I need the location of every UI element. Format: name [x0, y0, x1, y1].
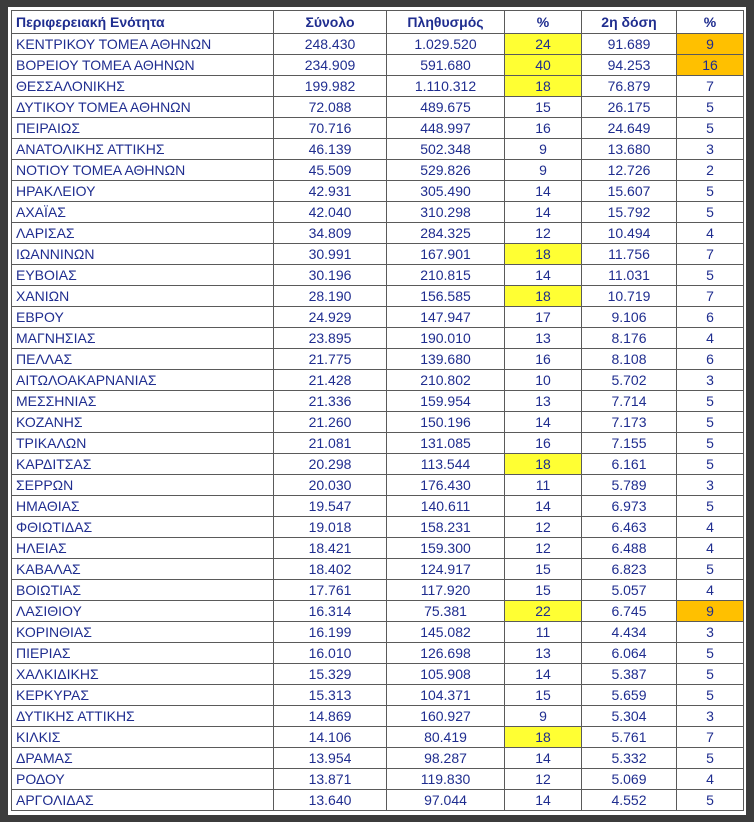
cell-region: ΔΥΤΙΚΗΣ ΑΤΤΙΚΗΣ — [12, 706, 274, 727]
cell-region: ΤΡΙΚΑΛΩΝ — [12, 433, 274, 454]
cell-second-dose: 6.161 — [582, 454, 677, 475]
cell-percent-second: 5 — [677, 454, 744, 475]
cell-second-dose: 8.108 — [582, 349, 677, 370]
cell-second-dose: 26.175 — [582, 97, 677, 118]
cell-population: 190.010 — [387, 328, 505, 349]
cell-percent: 15 — [505, 685, 582, 706]
cell-population: 98.287 — [387, 748, 505, 769]
cell-population: 80.419 — [387, 727, 505, 748]
cell-total: 16.199 — [274, 622, 387, 643]
table-row — [12, 97, 744, 118]
cell-region: ΚΕΡΚΥΡΑΣ — [12, 685, 274, 706]
cell-percent: 18 — [505, 454, 582, 475]
cell-total: 23.895 — [274, 328, 387, 349]
cell-percent-second: 5 — [677, 412, 744, 433]
cell-percent-second: 4 — [677, 223, 744, 244]
header-region: Περιφερειακή Ενότητα — [12, 11, 274, 34]
cell-population: 145.082 — [387, 622, 505, 643]
cell-percent: 14 — [505, 496, 582, 517]
cell-percent-second: 4 — [677, 580, 744, 601]
table-frame — [8, 7, 746, 815]
cell-population: 105.908 — [387, 664, 505, 685]
cell-total: 21.428 — [274, 370, 387, 391]
cell-total: 13.871 — [274, 769, 387, 790]
table-row — [12, 748, 744, 769]
cell-total: 17.761 — [274, 580, 387, 601]
cell-total: 19.547 — [274, 496, 387, 517]
table-row — [12, 433, 744, 454]
cell-second-dose: 76.879 — [582, 76, 677, 97]
table-row — [12, 34, 744, 55]
cell-region: ΗΜΑΘΙΑΣ — [12, 496, 274, 517]
cell-population: 117.920 — [387, 580, 505, 601]
cell-total: 30.991 — [274, 244, 387, 265]
table-row — [12, 559, 744, 580]
cell-second-dose: 4.434 — [582, 622, 677, 643]
cell-region: ΜΕΣΣΗΝΙΑΣ — [12, 391, 274, 412]
cell-percent-second: 4 — [677, 769, 744, 790]
cell-total: 21.081 — [274, 433, 387, 454]
cell-second-dose: 7.714 — [582, 391, 677, 412]
table-row — [12, 790, 744, 811]
cell-second-dose: 6.823 — [582, 559, 677, 580]
cell-population: 139.680 — [387, 349, 505, 370]
cell-region: ΔΥΤΙΚΟΥ ΤΟΜΕΑ ΑΘΗΝΩΝ — [12, 97, 274, 118]
cell-total: 15.329 — [274, 664, 387, 685]
cell-percent-second: 5 — [677, 97, 744, 118]
cell-total: 21.260 — [274, 412, 387, 433]
cell-percent-second: 5 — [677, 559, 744, 580]
cell-total: 13.640 — [274, 790, 387, 811]
table-row — [12, 664, 744, 685]
cell-region: ΚΟΡΙΝΘΙΑΣ — [12, 622, 274, 643]
cell-second-dose: 7.173 — [582, 412, 677, 433]
cell-population: 310.298 — [387, 202, 505, 223]
table-row — [12, 685, 744, 706]
cell-population: 210.802 — [387, 370, 505, 391]
cell-region: ΘΕΣΣΑΛΟΝΙΚΗΣ — [12, 76, 274, 97]
cell-second-dose: 13.680 — [582, 139, 677, 160]
cell-population: 167.901 — [387, 244, 505, 265]
cell-second-dose: 6.973 — [582, 496, 677, 517]
table-row — [12, 601, 744, 622]
table-row — [12, 139, 744, 160]
cell-population: 176.430 — [387, 475, 505, 496]
table-row — [12, 496, 744, 517]
cell-percent-second: 3 — [677, 139, 744, 160]
cell-region: ΙΩΑΝΝΙΝΩΝ — [12, 244, 274, 265]
cell-region: ΛΑΡΙΣΑΣ — [12, 223, 274, 244]
cell-region: ΕΥΒΟΙΑΣ — [12, 265, 274, 286]
cell-population: 124.917 — [387, 559, 505, 580]
cell-percent: 14 — [505, 748, 582, 769]
cell-total: 28.190 — [274, 286, 387, 307]
cell-total: 14.869 — [274, 706, 387, 727]
cell-percent: 11 — [505, 622, 582, 643]
cell-second-dose: 5.761 — [582, 727, 677, 748]
cell-percent-second: 5 — [677, 748, 744, 769]
cell-total: 24.929 — [274, 307, 387, 328]
vaccination-table — [11, 10, 744, 811]
cell-region: ΧΑΛΚΙΔΙΚΗΣ — [12, 664, 274, 685]
cell-second-dose: 5.702 — [582, 370, 677, 391]
table-row — [12, 181, 744, 202]
cell-second-dose: 5.789 — [582, 475, 677, 496]
cell-total: 21.336 — [274, 391, 387, 412]
cell-population: 160.927 — [387, 706, 505, 727]
cell-percent: 11 — [505, 475, 582, 496]
cell-second-dose: 5.659 — [582, 685, 677, 706]
cell-percent-second: 5 — [677, 685, 744, 706]
cell-percent: 22 — [505, 601, 582, 622]
cell-percent: 12 — [505, 769, 582, 790]
cell-population: 1.029.520 — [387, 34, 505, 55]
cell-percent: 18 — [505, 76, 582, 97]
cell-second-dose: 5.304 — [582, 706, 677, 727]
cell-percent-second: 3 — [677, 622, 744, 643]
cell-percent-second: 5 — [677, 181, 744, 202]
table-row — [12, 454, 744, 475]
header-population: Πληθυσμός — [387, 11, 505, 34]
table-row — [12, 370, 744, 391]
table-row — [12, 643, 744, 664]
cell-population: 119.830 — [387, 769, 505, 790]
cell-region: ΧΑΝΙΩΝ — [12, 286, 274, 307]
cell-region: ΔΡΑΜΑΣ — [12, 748, 274, 769]
cell-percent-second: 9 — [677, 601, 744, 622]
cell-population: 448.997 — [387, 118, 505, 139]
table-row — [12, 769, 744, 790]
cell-region: ΗΡΑΚΛΕΙΟΥ — [12, 181, 274, 202]
cell-total: 20.298 — [274, 454, 387, 475]
table-row — [12, 538, 744, 559]
cell-percent: 9 — [505, 706, 582, 727]
cell-population: 158.231 — [387, 517, 505, 538]
table-row — [12, 727, 744, 748]
table-row — [12, 160, 744, 181]
cell-population: 75.381 — [387, 601, 505, 622]
cell-total: 19.018 — [274, 517, 387, 538]
cell-percent: 14 — [505, 202, 582, 223]
cell-total: 20.030 — [274, 475, 387, 496]
cell-percent: 18 — [505, 244, 582, 265]
cell-percent: 14 — [505, 664, 582, 685]
cell-percent-second: 5 — [677, 664, 744, 685]
cell-second-dose: 4.552 — [582, 790, 677, 811]
cell-percent: 13 — [505, 391, 582, 412]
cell-percent: 10 — [505, 370, 582, 391]
cell-percent-second: 16 — [677, 55, 744, 76]
cell-percent: 9 — [505, 139, 582, 160]
table-row — [12, 76, 744, 97]
cell-total: 30.196 — [274, 265, 387, 286]
table-row — [12, 223, 744, 244]
cell-region: ΒΟΙΩΤΙΑΣ — [12, 580, 274, 601]
cell-second-dose: 94.253 — [582, 55, 677, 76]
cell-region: ΒΟΡΕΙΟΥ ΤΟΜΕΑ ΑΘΗΝΩΝ — [12, 55, 274, 76]
cell-percent-second: 5 — [677, 433, 744, 454]
cell-population: 150.196 — [387, 412, 505, 433]
cell-percent: 17 — [505, 307, 582, 328]
table-row — [12, 202, 744, 223]
cell-second-dose: 15.792 — [582, 202, 677, 223]
cell-second-dose: 5.057 — [582, 580, 677, 601]
cell-percent-second: 7 — [677, 727, 744, 748]
header-second-dose: 2η δόση — [582, 11, 677, 34]
cell-population: 591.680 — [387, 55, 505, 76]
cell-total: 72.088 — [274, 97, 387, 118]
cell-percent-second: 4 — [677, 538, 744, 559]
cell-total: 15.313 — [274, 685, 387, 706]
cell-population: 113.544 — [387, 454, 505, 475]
cell-second-dose: 5.069 — [582, 769, 677, 790]
cell-second-dose: 10.494 — [582, 223, 677, 244]
cell-total: 199.982 — [274, 76, 387, 97]
cell-population: 159.954 — [387, 391, 505, 412]
cell-population: 489.675 — [387, 97, 505, 118]
cell-percent-second: 5 — [677, 118, 744, 139]
cell-percent: 18 — [505, 727, 582, 748]
table-row — [12, 328, 744, 349]
cell-second-dose: 5.332 — [582, 748, 677, 769]
cell-percent: 40 — [505, 55, 582, 76]
cell-population: 159.300 — [387, 538, 505, 559]
table-row — [12, 118, 744, 139]
cell-total: 21.775 — [274, 349, 387, 370]
cell-population: 210.815 — [387, 265, 505, 286]
cell-percent-second: 3 — [677, 706, 744, 727]
cell-region: ΑΙΤΩΛΟΑΚΑΡΝΑΝΙΑΣ — [12, 370, 274, 391]
cell-percent-second: 5 — [677, 790, 744, 811]
cell-population: 156.585 — [387, 286, 505, 307]
cell-percent-second: 3 — [677, 475, 744, 496]
cell-total: 18.402 — [274, 559, 387, 580]
cell-total: 16.314 — [274, 601, 387, 622]
cell-second-dose: 5.387 — [582, 664, 677, 685]
cell-percent-second: 5 — [677, 643, 744, 664]
table-row — [12, 517, 744, 538]
cell-second-dose: 11.756 — [582, 244, 677, 265]
cell-second-dose: 10.719 — [582, 286, 677, 307]
cell-region: ΣΕΡΡΩΝ — [12, 475, 274, 496]
cell-percent: 9 — [505, 160, 582, 181]
cell-population: 502.348 — [387, 139, 505, 160]
table-row — [12, 244, 744, 265]
cell-percent-second: 4 — [677, 517, 744, 538]
cell-region: ΛΑΣΙΘΙΟΥ — [12, 601, 274, 622]
cell-population: 97.044 — [387, 790, 505, 811]
cell-percent-second: 7 — [677, 286, 744, 307]
cell-total: 70.716 — [274, 118, 387, 139]
cell-region: ΚΟΖΑΝΗΣ — [12, 412, 274, 433]
cell-region: ΜΑΓΝΗΣΙΑΣ — [12, 328, 274, 349]
cell-population: 284.325 — [387, 223, 505, 244]
cell-percent-second: 4 — [677, 328, 744, 349]
cell-second-dose: 11.031 — [582, 265, 677, 286]
table-row — [12, 412, 744, 433]
cell-percent: 12 — [505, 517, 582, 538]
cell-second-dose: 9.106 — [582, 307, 677, 328]
cell-population: 529.826 — [387, 160, 505, 181]
cell-region: ΑΡΓΟΛΙΔΑΣ — [12, 790, 274, 811]
cell-total: 16.010 — [274, 643, 387, 664]
cell-total: 18.421 — [274, 538, 387, 559]
table-row — [12, 349, 744, 370]
cell-percent: 15 — [505, 580, 582, 601]
cell-second-dose: 12.726 — [582, 160, 677, 181]
cell-region: ΚΑΡΔΙΤΣΑΣ — [12, 454, 274, 475]
cell-region: ΠΕΙΡΑΙΩΣ — [12, 118, 274, 139]
cell-percent: 15 — [505, 97, 582, 118]
cell-percent-second: 7 — [677, 76, 744, 97]
cell-percent: 15 — [505, 559, 582, 580]
cell-total: 248.430 — [274, 34, 387, 55]
cell-percent: 18 — [505, 286, 582, 307]
table-header-row — [12, 11, 744, 34]
cell-second-dose: 24.649 — [582, 118, 677, 139]
cell-percent: 16 — [505, 433, 582, 454]
cell-population: 140.611 — [387, 496, 505, 517]
cell-percent: 16 — [505, 118, 582, 139]
table-row — [12, 55, 744, 76]
table-row — [12, 391, 744, 412]
cell-region: ΝΟΤΙΟΥ ΤΟΜΕΑ ΑΘΗΝΩΝ — [12, 160, 274, 181]
cell-percent-second: 9 — [677, 34, 744, 55]
cell-percent-second: 3 — [677, 370, 744, 391]
cell-region: ΑΝΑΤΟΛΙΚΗΣ ΑΤΤΙΚΗΣ — [12, 139, 274, 160]
header-percent: % — [505, 11, 582, 34]
cell-percent-second: 5 — [677, 265, 744, 286]
cell-percent-second: 5 — [677, 391, 744, 412]
cell-percent: 16 — [505, 349, 582, 370]
cell-percent: 14 — [505, 181, 582, 202]
cell-region: ΕΒΡΟΥ — [12, 307, 274, 328]
cell-second-dose: 7.155 — [582, 433, 677, 454]
cell-percent: 13 — [505, 328, 582, 349]
cell-percent-second: 2 — [677, 160, 744, 181]
cell-total: 45.509 — [274, 160, 387, 181]
cell-total: 46.139 — [274, 139, 387, 160]
cell-population: 147.947 — [387, 307, 505, 328]
cell-region: ΚΕΝΤΡΙΚΟΥ ΤΟΜΕΑ ΑΘΗΝΩΝ — [12, 34, 274, 55]
cell-second-dose: 91.689 — [582, 34, 677, 55]
cell-percent: 12 — [505, 538, 582, 559]
cell-total: 13.954 — [274, 748, 387, 769]
cell-population: 131.085 — [387, 433, 505, 454]
table-row — [12, 307, 744, 328]
cell-region: ΠΕΛΛΑΣ — [12, 349, 274, 370]
cell-region: ΑΧΑΪΑΣ — [12, 202, 274, 223]
cell-region: ΦΘΙΩΤΙΔΑΣ — [12, 517, 274, 538]
cell-percent: 13 — [505, 643, 582, 664]
cell-percent-second: 5 — [677, 496, 744, 517]
cell-total: 42.931 — [274, 181, 387, 202]
cell-percent-second: 6 — [677, 349, 744, 370]
cell-population: 126.698 — [387, 643, 505, 664]
cell-percent: 14 — [505, 265, 582, 286]
cell-population: 305.490 — [387, 181, 505, 202]
cell-population: 104.371 — [387, 685, 505, 706]
table-row — [12, 706, 744, 727]
cell-region: ΡΟΔΟΥ — [12, 769, 274, 790]
cell-total: 34.809 — [274, 223, 387, 244]
cell-percent: 14 — [505, 412, 582, 433]
table-row — [12, 580, 744, 601]
header-percent-second: % — [677, 11, 744, 34]
cell-second-dose: 6.463 — [582, 517, 677, 538]
cell-second-dose: 6.745 — [582, 601, 677, 622]
cell-percent: 24 — [505, 34, 582, 55]
header-total: Σύνολο — [274, 11, 387, 34]
cell-second-dose: 8.176 — [582, 328, 677, 349]
table-row — [12, 475, 744, 496]
cell-region: ΚΑΒΑΛΑΣ — [12, 559, 274, 580]
cell-total: 234.909 — [274, 55, 387, 76]
table-row — [12, 265, 744, 286]
cell-percent: 12 — [505, 223, 582, 244]
cell-second-dose: 6.488 — [582, 538, 677, 559]
cell-region: ΠΙΕΡΙΑΣ — [12, 643, 274, 664]
cell-second-dose: 15.607 — [582, 181, 677, 202]
cell-percent: 14 — [505, 790, 582, 811]
cell-second-dose: 6.064 — [582, 643, 677, 664]
cell-population: 1.110.312 — [387, 76, 505, 97]
cell-total: 42.040 — [274, 202, 387, 223]
cell-percent-second: 6 — [677, 307, 744, 328]
table-row — [12, 286, 744, 307]
cell-region: ΚΙΛΚΙΣ — [12, 727, 274, 748]
table-row — [12, 622, 744, 643]
table-body — [12, 34, 744, 811]
cell-total: 14.106 — [274, 727, 387, 748]
cell-percent-second: 5 — [677, 202, 744, 223]
cell-percent-second: 7 — [677, 244, 744, 265]
cell-region: ΗΛΕΙΑΣ — [12, 538, 274, 559]
